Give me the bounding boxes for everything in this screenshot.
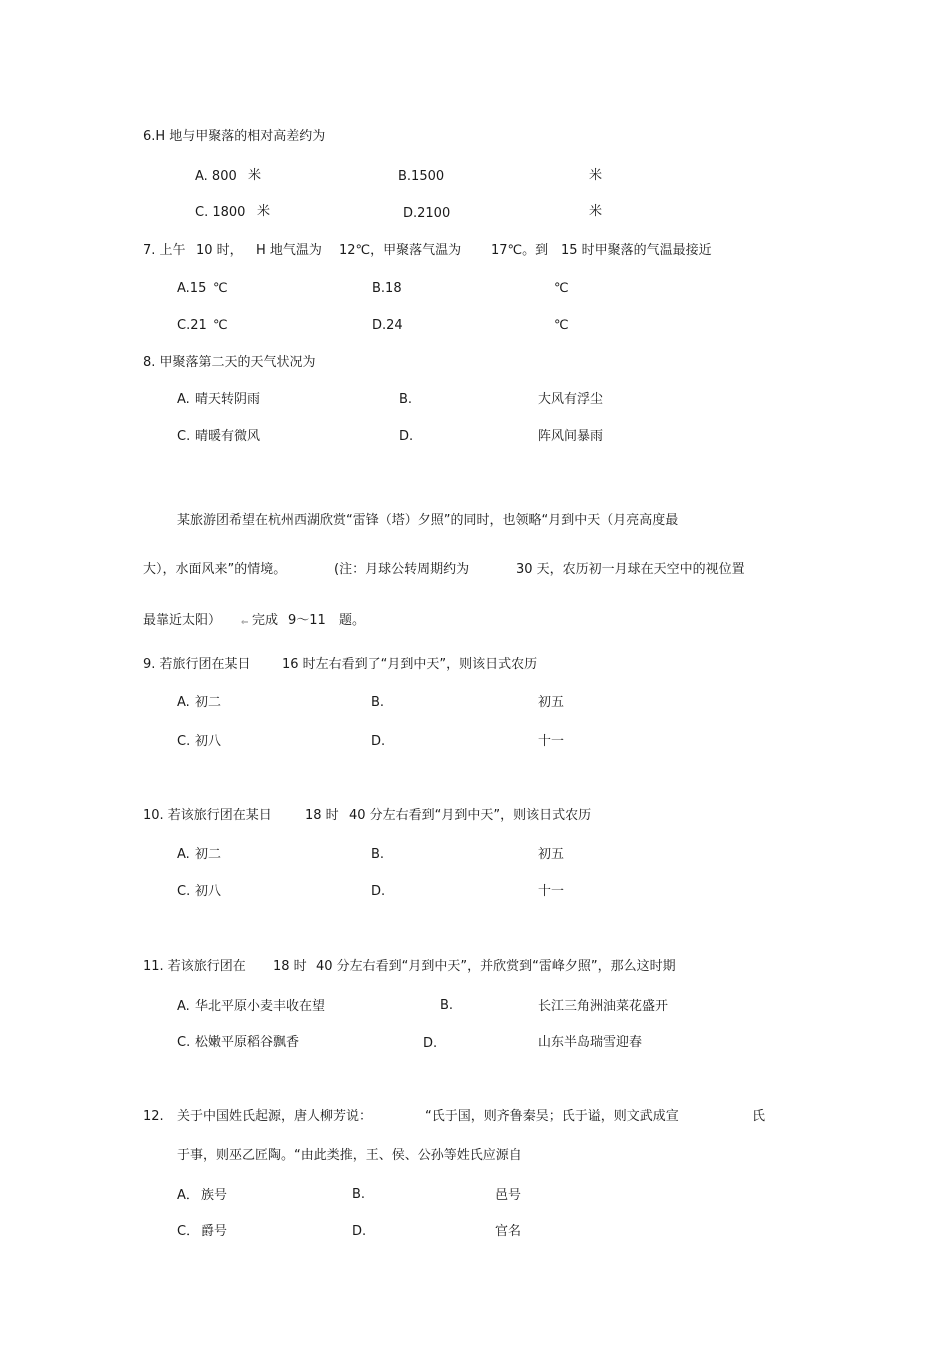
q12-stem-2: “氏于国，则齐鲁秦吴；氏于谥，则文武成宣: [425, 1109, 679, 1124]
q8-option-d-text: 阵风间暴雨: [538, 429, 604, 444]
q6-option-d-text: 米: [589, 204, 603, 219]
q12-stem-line-2: 于事，则巫乙匠陶。“由此类推，王、侯、公孙等姓氏应源自: [177, 1148, 522, 1163]
passage-line-2a: 大），水面风来”的情境。: [143, 562, 287, 577]
q6-option-b-text: 米: [589, 168, 603, 183]
q10-option-a-letter: A.: [177, 847, 190, 862]
q6-option-a-letter: A. 800: [195, 169, 237, 184]
passage-line-3d: 题。: [339, 613, 366, 628]
q7-stem-1: 7. 上午: [143, 243, 186, 258]
q8-option-c-letter: C.: [177, 429, 191, 444]
q11-option-c-letter: C.: [177, 1035, 191, 1050]
q12-option-c-text: 爵号: [201, 1224, 228, 1239]
q9-option-b-letter: B.: [371, 695, 385, 710]
passage-line-3b: 完成: [252, 613, 279, 628]
q12-option-a-text: 族号: [201, 1188, 228, 1203]
q7-option-c-text: ℃: [213, 318, 228, 333]
q11-option-d-letter: D.: [423, 1036, 438, 1051]
q6-option-c-text: 米: [257, 204, 271, 219]
q12-stem-3: 氏: [752, 1109, 766, 1124]
q8-option-c-text: 晴暖有微风: [195, 429, 261, 444]
q11-option-c-text: 松嫩平原稻谷飘香: [195, 1035, 300, 1050]
q12-option-d-letter: D.: [352, 1224, 367, 1239]
passage-line-3a: 最靠近太阳）: [143, 613, 222, 628]
q10-option-d-text: 十一: [538, 884, 565, 899]
passage-line-3c: 9～11: [288, 613, 326, 628]
q6-stem: 6.H 地与甲聚落的相对高差约为: [143, 129, 326, 144]
q9-stem-1: 9. 若旅行团在某日: [143, 657, 251, 672]
q11-option-a-text: 华北平原小麦丰收在望: [195, 999, 326, 1014]
q6-option-b-letter: B.1500: [398, 169, 445, 184]
q8-stem: 8. 甲聚落第二天的天气状况为: [143, 355, 316, 370]
q10-option-c-letter: C.: [177, 884, 191, 899]
q6-option-a-text: 米: [248, 168, 262, 183]
q9-option-c-text: 初八: [195, 734, 222, 749]
q9-option-a-text: 初二: [195, 695, 222, 710]
q7-option-b-text: ℃: [554, 281, 569, 296]
q9-option-d-text: 十一: [538, 734, 565, 749]
q9-stem-2: 16 时左右看到了“月到中天”，则该日式农历: [282, 657, 538, 672]
passage-mark: ⇐: [241, 618, 249, 628]
q9-option-c-letter: C.: [177, 734, 191, 749]
q12-number: 12.: [143, 1109, 164, 1124]
passage-line-2b: (注：月球公转周期约为: [334, 562, 470, 577]
q12-option-b-text: 邑号: [495, 1188, 522, 1203]
q8-option-d-letter: D.: [399, 429, 414, 444]
passage-line-2c: 30 天，农历初一月球在天空中的视位置: [516, 562, 745, 577]
q10-option-b-text: 初五: [538, 847, 565, 862]
q11-stem-3: 40 分左右看到“月到中天”，并欣赏到“雷峰夕照”，那么这时期: [316, 959, 676, 974]
q8-option-a-letter: A.: [177, 392, 190, 407]
q7-option-a-text: ℃: [213, 281, 228, 296]
q8-option-b-letter: B.: [399, 392, 413, 407]
q11-stem-1: 11. 若该旅行团在: [143, 959, 246, 974]
q11-stem-2: 18 时: [273, 959, 307, 974]
q12-option-c-letter: C．: [177, 1224, 200, 1239]
q7-stem-3: H 地气温为: [256, 243, 322, 258]
q10-option-d-letter: D.: [371, 884, 386, 899]
q8-option-a-text: 晴天转阴雨: [195, 392, 261, 407]
q10-stem-2: 18 时: [305, 808, 339, 823]
q7-option-d-letter: D.24: [372, 318, 403, 333]
q9-option-d-letter: D.: [371, 734, 386, 749]
q10-stem-3: 40 分左右看到“月到中天”，则该日式农历: [349, 808, 592, 823]
q8-option-b-text: 大风有浮尘: [538, 392, 604, 407]
q6-option-c-letter: C. 1800: [195, 205, 246, 220]
q7-stem-5: 17℃。到: [491, 243, 549, 258]
q7-option-d-text: ℃: [554, 318, 569, 333]
q11-option-b-letter: B.: [440, 998, 454, 1013]
q7-stem-6: 15 时甲聚落的气温最接近: [561, 243, 712, 258]
q10-stem-1: 10. 若该旅行团在某日: [143, 808, 272, 823]
q12-option-d-text: 官名: [495, 1224, 522, 1239]
q7-stem-4: 12℃，甲聚落气温为: [339, 243, 462, 258]
q9-option-a-letter: A.: [177, 695, 190, 710]
passage-line-1: 某旅游团希望在杭州西湖欣赏“雷锋（塔）夕照”的同时，也领略“月到中天（月亮高度最: [177, 513, 679, 528]
q7-option-c-letter: C.21: [177, 318, 207, 333]
q7-stem-2: 10 时，: [196, 243, 243, 258]
q10-option-a-text: 初二: [195, 847, 222, 862]
q11-option-d-text: 山东半岛瑞雪迎春: [538, 1035, 643, 1050]
q10-option-b-letter: B.: [371, 847, 385, 862]
q9-option-b-text: 初五: [538, 695, 565, 710]
q12-option-b-letter: B.: [352, 1187, 366, 1202]
q6-option-d-letter: D.2100: [403, 206, 451, 221]
q7-option-a-letter: A.15: [177, 281, 207, 296]
q12-option-a-letter: A．: [177, 1188, 199, 1203]
q11-option-a-letter: A.: [177, 999, 190, 1014]
q12-stem-1: 关于中国姓氏起源，唐人柳芳说：: [177, 1109, 373, 1124]
q7-option-b-letter: B.18: [372, 281, 402, 296]
q10-option-c-text: 初八: [195, 884, 222, 899]
q11-option-b-text: 长江三角洲油菜花盛开: [538, 999, 669, 1014]
